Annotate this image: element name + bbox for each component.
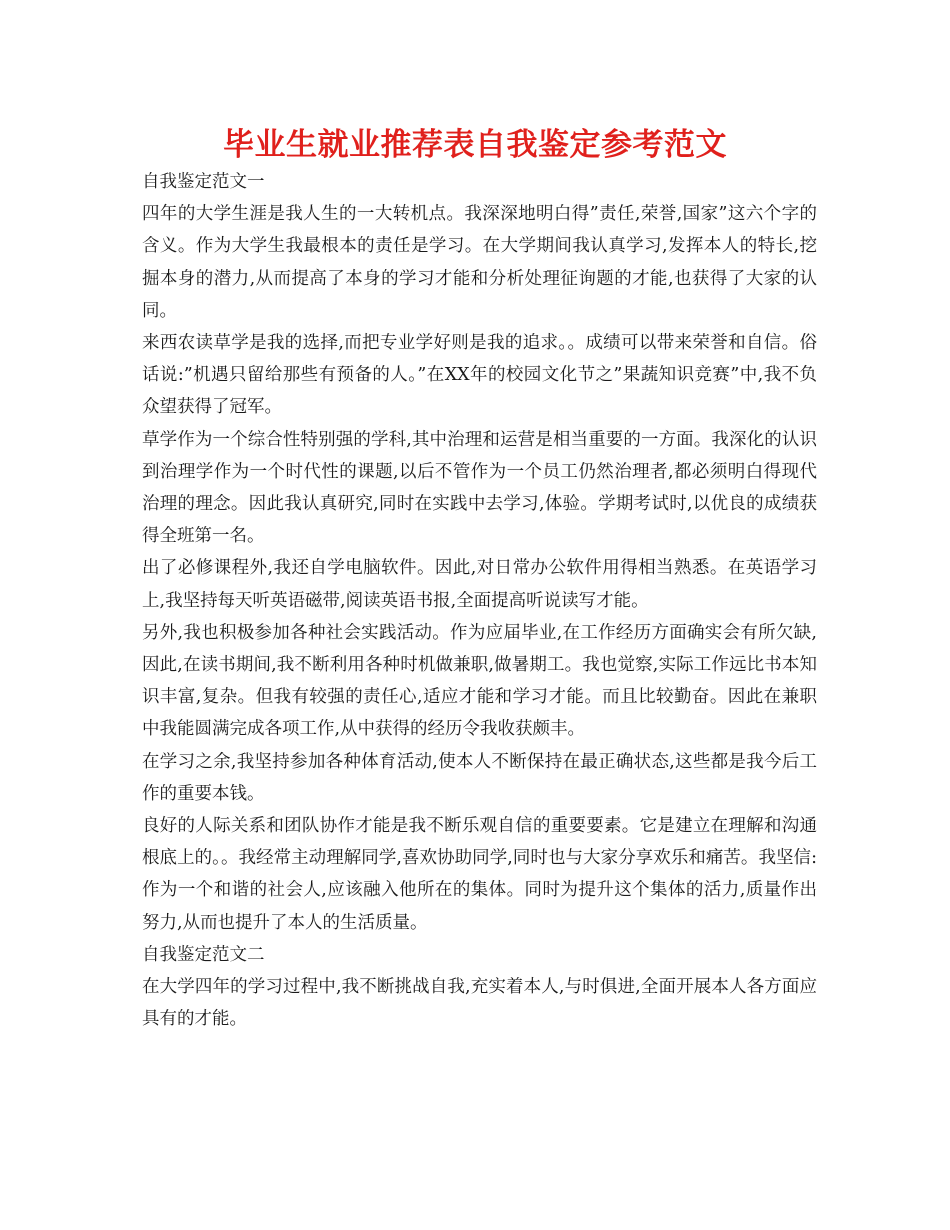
document-title: 毕业生就业推荐表自我鉴定参考范文 — [223, 127, 727, 163]
section-heading-1: 自我鉴定范文一 — [142, 172, 265, 192]
paragraph: 草学作为一个综合性特别强的学科,其中治理和运营是相当重要的一方面。我深化的认识到治理学作为一个时代性的课题,以后不管作为一个员工仍然治理者,都必须明白得现代治理的理念。因此我认真研究,同时在实践中去学习,体验。学期考试时,以优良的成绩获得全班第一名。 — [142, 429, 817, 547]
paragraph: 在学习之余,我坚持参加各种体育活动,使本人不断保持在最正确状态,这些都是我今后工作的重要本钱。 — [142, 751, 817, 804]
section-heading-2: 自我鉴定范文二 — [142, 944, 265, 965]
paragraph: 四年的大学生涯是我人生的一大转机点。我深深地明白得”责任,荣誉,国家”这六个字的含义。作为大学生我最根本的责任是学习。在大学期间我认真学习,发挥本人的特长,挖掘本身的潜力,从而提高了本身的学习才能和分析处理征询题的才能,也获得了大家的认同。 — [142, 204, 817, 321]
paragraph: 另外,我也积极参加各种社会实践活动。作为应届毕业,在工作经历方面确实会有所欠缺,因此,在读书期间,我不断利用各种时机做兼职,做暑期工。我也觉察,实际工作远比书本知识丰富,复杂。但我有较强的责任心,适应才能和学习才能。而且比较勤奋。因此在兼职中我能圆满完成各项工作,从中获得的经历令我收获颇丰。 — [142, 622, 817, 740]
paragraph: 在大学四年的学习过程中,我不断挑战自我,充实着本人,与时俱进,全面开展本人各方面应具有的才能。 — [142, 977, 817, 1030]
paragraph: 来西农读草学是我的选择,而把专业学好则是我的追求。。成绩可以带来荣誉和自信。俗话说:”机遇只留给那些有预备的人。”在XX年的校园文化节之”果蔬知识竞赛”中,我不负众望获得了冠军。 — [142, 333, 817, 418]
document-body — [142, 166, 817, 1035]
paragraph: 良好的人际关系和团队协作才能是我不断乐观自信的重要要素。它是建立在理解和沟通根底上的。。我经常主动理解同学,喜欢协助同学,同时也与大家分享欢乐和痛苦。我坚信:作为一个和谐的社会人,应该融入他所在的集体。同时为提升这个集体的活力,质量作出努力,从而也提升了本人的生活质量。 — [142, 816, 817, 933]
paragraph: 出了必修课程外,我还自学电脑软件。因此,对日常办公软件用得相当熟悉。在英语学习上,我坚持每天听英语磁带,阅读英语书报,全面提高听说读写才能。 — [142, 558, 817, 611]
